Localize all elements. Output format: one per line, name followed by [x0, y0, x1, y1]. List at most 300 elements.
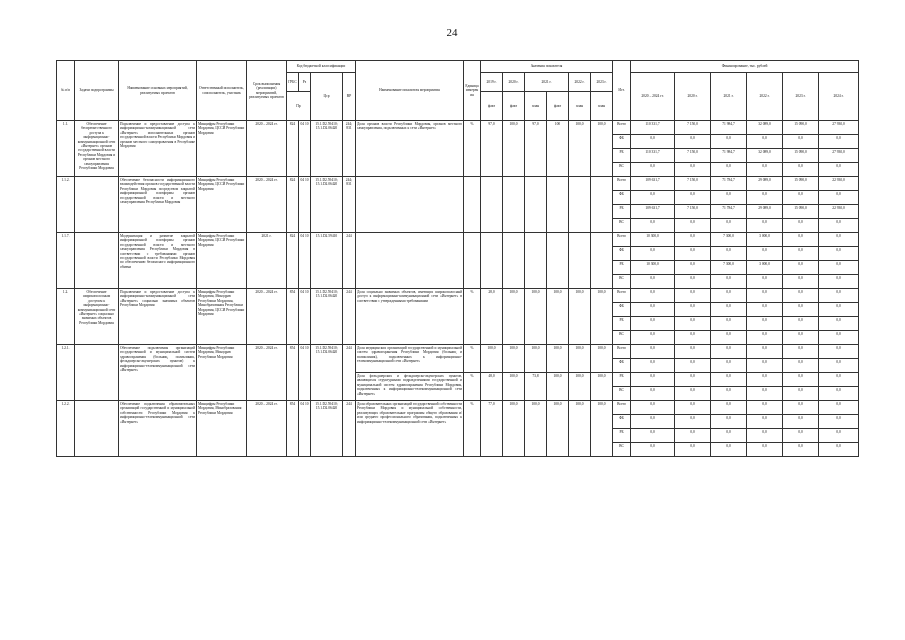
csr-code: 15.1.D2.59410; 15.1.D2.06420 — [311, 177, 343, 233]
page-number: 24 — [446, 27, 458, 39]
finance-source: ВС — [613, 331, 631, 345]
task-text: Обеспечение беспрепятственного доступа к информационно-коммуникационной сети «Интернет» органов государственной власти Республики Мордовия и органов местного самоуправления Республики Мордовия — [75, 121, 119, 177]
finance-value: 0,0 — [783, 135, 819, 149]
finance-value: 0,0 — [711, 135, 747, 149]
row-number: 1.1.7. — [57, 233, 75, 289]
finance-value: 0,0 — [675, 261, 711, 275]
responsible-text: Минцифры Республики Мордовия, Минздрав Республики Мордовия, Минобразования Республики Мордовия, ЦССИ Республики Мордовия — [197, 289, 247, 345]
finance-value: 0,0 — [631, 303, 675, 317]
finance-value: 0,0 — [783, 387, 819, 401]
finance-value: 15 090,0 — [783, 149, 819, 163]
finance-value: 0,0 — [783, 331, 819, 345]
header-unit: Единица измерения — [464, 61, 481, 121]
indicator-value: 100,0 — [569, 345, 591, 373]
header-year-2021: 2021 г. — [525, 73, 569, 92]
grbs-code: 854 — [287, 345, 299, 401]
finance-source: ФБ — [613, 359, 631, 373]
finance-value: 0,0 — [711, 289, 747, 303]
finance-value: 0,0 — [747, 247, 783, 261]
finance-value: 0,0 — [747, 359, 783, 373]
finance-value: 0,0 — [783, 303, 819, 317]
finance-source: РБ — [613, 149, 631, 163]
unit-empty — [464, 177, 481, 233]
finance-value: 0,0 — [747, 163, 783, 177]
measure-text: Обеспечение подключения организаций государственной и муниципальной систем здравоохранения (больниц, поликлиник, фельдшерско-акушерских пунктов) к информационно-телекоммуникационной сети «Интернет» — [119, 345, 197, 401]
finance-value: 0,0 — [819, 219, 859, 233]
indicator-value: 100,0 — [503, 345, 525, 373]
responsible-text: Минцифры Республики Мордовия, Минздрав Республики Мордовия — [197, 345, 247, 401]
finance-source: Всего — [613, 121, 631, 135]
finance-value: 0,0 — [631, 359, 675, 373]
finance-value: 0,0 — [675, 317, 711, 331]
finance-value: 71 784,7 — [711, 177, 747, 191]
finance-value: 0,0 — [819, 415, 859, 429]
indicator-value: 100,0 — [591, 401, 613, 457]
finance-value: 15 090,0 — [783, 177, 819, 191]
finance-value: 0,0 — [819, 303, 859, 317]
finance-value: 0,0 — [675, 373, 711, 387]
header-fin-total: 2020 – 2024 гг. — [631, 73, 675, 121]
finance-value: 29 089,0 — [747, 205, 783, 219]
indicator-value: 100,0 — [525, 345, 547, 373]
finance-value: 0,0 — [675, 289, 711, 303]
indicator-value-empty — [503, 233, 525, 289]
header-budget-group: Код бюджетной классификации — [287, 61, 356, 73]
finance-value: 22 930,0 — [819, 205, 859, 219]
indicator-value: 48,0 — [481, 373, 503, 401]
finance-value: 0,0 — [711, 443, 747, 457]
finance-value: 0,0 — [783, 359, 819, 373]
finance-value: 22 930,0 — [819, 177, 859, 191]
finance-value: 0,0 — [711, 163, 747, 177]
indicator-value: 100,0 — [591, 121, 613, 177]
finance-value: 0,0 — [819, 359, 859, 373]
grbs-code: 824 — [287, 121, 299, 177]
task-text — [75, 401, 119, 457]
finance-value: 15 090,0 — [783, 205, 819, 219]
finance-value: 0,0 — [819, 401, 859, 415]
vr-code: 244 — [343, 233, 356, 289]
indicator-value: 100,0 — [547, 289, 569, 345]
finance-value: 0,0 — [819, 373, 859, 387]
finance-source: ВС — [613, 275, 631, 289]
finance-value: 0,0 — [675, 415, 711, 429]
csr-code: 15.1.D2.59410; 15.1.D2.06420 — [311, 401, 343, 457]
indicator-value: 100,0 — [525, 401, 547, 457]
responsible-text: Минцифры Республики Мордовия, Минобразования Республики Мордовия — [197, 401, 247, 457]
rz-code: 04 10 — [299, 289, 311, 345]
indicator-value: 100,0 — [569, 121, 591, 177]
finance-value: 0,0 — [819, 233, 859, 247]
finance-value: 0,0 — [675, 387, 711, 401]
finance-value: 0,0 — [631, 191, 675, 205]
indicator-value-empty — [525, 177, 547, 233]
finance-value: 10 300,0 — [631, 233, 675, 247]
finance-value: 0,0 — [631, 387, 675, 401]
finance-value: 0,0 — [711, 429, 747, 443]
header-csr: Цср — [311, 73, 343, 121]
row-number: 1.2. — [57, 289, 75, 345]
indicator-empty — [356, 177, 464, 233]
finance-value: 7 150,0 — [675, 121, 711, 135]
finance-value: 109 631,7 — [631, 177, 675, 191]
finance-source: ВС — [613, 443, 631, 457]
row-number: 1.1. — [57, 121, 75, 177]
finance-value: 0,0 — [819, 345, 859, 359]
finance-value: 0,0 — [747, 289, 783, 303]
finance-value: 0,0 — [783, 429, 819, 443]
indicator-value: 100,0 — [591, 373, 613, 401]
indicator-empty — [356, 233, 464, 289]
finance-value: 0,0 — [631, 401, 675, 415]
measure-text: Модернизация и развитие закрытой информационной платформы органов государственной власти и местного самоуправления Республики Мордовия в соответствии с требованиями органов государственной власти Республики Мордовия по обеспечению безопасного информационного обмена — [119, 233, 197, 289]
finance-value: 0,0 — [819, 429, 859, 443]
finance-value: 0,0 — [783, 345, 819, 359]
header-task: Задачи подпрограммы — [75, 61, 119, 121]
table-row — [57, 345, 859, 359]
header-sub-1: факт — [503, 92, 525, 121]
finance-value: 0,0 — [675, 303, 711, 317]
program-table — [56, 60, 859, 457]
finance-value: 0,0 — [631, 345, 675, 359]
header-sub-5: план — [591, 92, 613, 121]
finance-value: 0,0 — [819, 261, 859, 275]
csr-code: 15.1.D2.59410; 15.1.D2.06420 — [311, 289, 343, 345]
finance-value: 0,0 — [747, 401, 783, 415]
indicator-value: 97,0 — [481, 121, 503, 177]
indicator-value-empty — [591, 233, 613, 289]
indicator-value: 100,0 — [503, 401, 525, 457]
finance-value: 0,0 — [631, 443, 675, 457]
finance-value: 0,0 — [675, 163, 711, 177]
finance-value: 0,0 — [747, 317, 783, 331]
finance-source: Всего — [613, 401, 631, 415]
finance-value: 0,0 — [783, 275, 819, 289]
finance-value: 0,0 — [747, 345, 783, 359]
program-table-wrapper — [56, 60, 850, 457]
finance-value: 0,0 — [747, 373, 783, 387]
header-fin-2020: 2020 г. — [675, 73, 711, 121]
header-rz: Рз — [299, 73, 311, 92]
indicator-value: 100,0 — [503, 121, 525, 177]
finance-value: 110 331,7 — [631, 149, 675, 163]
finance-value: 0,0 — [819, 191, 859, 205]
finance-value: 0,0 — [675, 275, 711, 289]
deadline-text: 2021 г. — [247, 233, 287, 289]
finance-value: 0,0 — [711, 345, 747, 359]
finance-value: 29 089,0 — [747, 177, 783, 191]
header-responsible: Ответственный исполнитель, соисполнитель, участник — [197, 61, 247, 121]
finance-value: 7 300,0 — [711, 233, 747, 247]
vr-code: 244; 831 — [343, 177, 356, 233]
finance-value: 0,0 — [819, 387, 859, 401]
finance-value: 0,0 — [631, 317, 675, 331]
finance-value: 32 089,0 — [747, 121, 783, 135]
finance-value: 0,0 — [711, 415, 747, 429]
finance-value: 0,0 — [783, 401, 819, 415]
finance-value: 0,0 — [711, 275, 747, 289]
indicator-name: Доля органов власти Республики Мордовия, органов местного самоуправления, подключенных к сети «Интернет» — [356, 121, 464, 177]
indicator-value: 100,0 — [569, 401, 591, 457]
header-fin-2021: 2021 г. — [711, 73, 747, 121]
finance-value: 0,0 — [675, 219, 711, 233]
finance-value: 71 784,7 — [711, 205, 747, 219]
finance-value: 0,0 — [747, 135, 783, 149]
finance-value: 110 331,7 — [631, 121, 675, 135]
finance-source: РБ — [613, 261, 631, 275]
finance-value: 0,0 — [711, 373, 747, 387]
finance-value: 0,0 — [747, 219, 783, 233]
finance-value: 0,0 — [747, 429, 783, 443]
unit-empty — [464, 233, 481, 289]
finance-value: 109 631,7 — [631, 205, 675, 219]
header-year-2019: 2019 г. — [481, 73, 503, 92]
finance-value: 0,0 — [631, 429, 675, 443]
header-sub-2: план — [525, 92, 547, 121]
header-indicator: Наименование показателя мероприятия — [356, 61, 464, 121]
finance-value: 0,0 — [631, 163, 675, 177]
responsible-text: Минцифры Республики Мордовия, ЦССИ Республики Мордовия — [197, 121, 247, 177]
finance-value: 0,0 — [819, 331, 859, 345]
rz-code: 04 10 — [299, 401, 311, 457]
header-fin-2022: 2022 г. — [747, 73, 783, 121]
finance-value: 0,0 — [675, 331, 711, 345]
finance-value: 0,0 — [747, 303, 783, 317]
header-num: № п/п — [57, 61, 75, 121]
finance-value: 0,0 — [675, 429, 711, 443]
indicator-name: Доля образовательных организаций государственной собственности Республики Мордовия и муниципальной собственности, реализующих образовательные программы общего образования и/или среднего профессионального образования, подключенных к информационно-телекоммуникационной сети «Интернет» — [356, 401, 464, 457]
finance-value: 0,0 — [783, 415, 819, 429]
rz-code: 04 10 — [299, 121, 311, 177]
row-number: 1.1.2. — [57, 177, 75, 233]
header-deadline: Срок выполнения (реализации) мероприятий, реализуемых проектов — [247, 61, 287, 121]
table-row — [57, 233, 859, 247]
indicator-unit: % — [464, 401, 481, 457]
finance-value: 7 150,0 — [675, 149, 711, 163]
finance-value: 71 984,7 — [711, 121, 747, 135]
indicator-value: 100,0 — [547, 373, 569, 401]
finance-source: РБ — [613, 373, 631, 387]
finance-value: 0,0 — [675, 233, 711, 247]
finance-value: 0,0 — [711, 247, 747, 261]
indicator-value: 100,0 — [569, 289, 591, 345]
indicator-value: 73,8 — [525, 373, 547, 401]
finance-source: Всего — [613, 177, 631, 191]
indicator-value-empty — [569, 233, 591, 289]
finance-value: 0,0 — [711, 331, 747, 345]
finance-source: ФБ — [613, 415, 631, 429]
indicator-value-empty — [547, 233, 569, 289]
finance-value: 15 090,0 — [783, 121, 819, 135]
indicator-value-empty — [481, 233, 503, 289]
indicator-name: Доля социально значимых объектов, имеющих широкополосный доступ к информационно-коммуникационной сети «Интернет» в соответствии с утвержденными требованиями — [356, 289, 464, 345]
table-body — [57, 121, 859, 457]
indicator-value: 100,0 — [525, 289, 547, 345]
header-vr: ВР — [343, 73, 356, 121]
deadline-text: 2020 – 2024 гг. — [247, 401, 287, 457]
indicator-value-empty — [481, 177, 503, 233]
finance-value: 0,0 — [675, 401, 711, 415]
finance-value: 7 150,0 — [675, 205, 711, 219]
finance-source: ФБ — [613, 135, 631, 149]
finance-source: Всего — [613, 289, 631, 303]
indicator-value-empty — [525, 233, 547, 289]
finance-value: 0,0 — [747, 191, 783, 205]
finance-value: 0,0 — [783, 219, 819, 233]
indicator-value: 100,0 — [503, 373, 525, 401]
rz-code: 04 10 — [299, 345, 311, 401]
indicator-value: 77,0 — [481, 401, 503, 457]
finance-value: 0,0 — [783, 289, 819, 303]
indicator-value: 100,0 — [569, 373, 591, 401]
finance-value: 0,0 — [819, 443, 859, 457]
csr-code: 15.1.D2.59410; 15.1.D2.06420 — [311, 345, 343, 401]
finance-value: 0,0 — [819, 317, 859, 331]
finance-value: 0,0 — [783, 233, 819, 247]
header-fin-2023: 2023 г. — [783, 73, 819, 121]
finance-value: 0,0 — [631, 415, 675, 429]
indicator-name: Доля медицинских организаций государственной и муниципальной систем здравоохранения Республики Мордовия (больниц и поликлиник), подключенных к информационно-телекоммуникационной сети «Интернет» — [356, 345, 464, 373]
header-finance-group: Финансирование, тыс. рублей — [631, 61, 859, 73]
finance-source: РБ — [613, 205, 631, 219]
indicator-unit: % — [464, 121, 481, 177]
table-row — [57, 121, 859, 135]
rz-code: 04 10 — [299, 233, 311, 289]
deadline-text: 2020 – 2024 гг. — [247, 121, 287, 177]
indicator-value: 100,0 — [547, 401, 569, 457]
indicator-value: 28,0 — [481, 289, 503, 345]
indicator-value: 100 — [547, 121, 569, 177]
finance-value: 0,0 — [783, 191, 819, 205]
header-year-2020: 2020 г. — [503, 73, 525, 92]
task-text — [75, 345, 119, 401]
finance-value: 0,0 — [819, 289, 859, 303]
header-source: Ист. — [613, 61, 631, 121]
finance-value: 0,0 — [783, 163, 819, 177]
finance-value: 0,0 — [747, 275, 783, 289]
rz-code: 04 10 — [299, 177, 311, 233]
finance-value: 0,0 — [819, 163, 859, 177]
finance-value: 0,0 — [819, 275, 859, 289]
table-row — [57, 401, 859, 415]
finance-value: 0,0 — [747, 443, 783, 457]
indicator-name: Доля фельдшерских и фельдшерско-акушерских пунктов, являющихся структурными подразделениями государственной и муниципальной систем здравоохранения Республики Мордовия, подключенных к информационно-телекоммуникационной сети «Интернет» — [356, 373, 464, 401]
indicator-value: 100,0 — [591, 345, 613, 373]
deadline-text: 2020 – 2024 гг. — [247, 289, 287, 345]
finance-value: 0,0 — [631, 135, 675, 149]
indicator-value: 100,0 — [503, 289, 525, 345]
finance-source: ФБ — [613, 303, 631, 317]
finance-value: 0,0 — [819, 247, 859, 261]
header-measure: Наименование основных мероприятий, реализуемых проектов — [119, 61, 197, 121]
measure-text: Обеспечение безопасности информационного взаимодействия органов государственной власти Республики Мордовия посредством закрытой информационной платформы органов государственной власти и местного самоуправления Республики Мордовия — [119, 177, 197, 233]
finance-value: 0,0 — [675, 247, 711, 261]
measure-text: Подключение и предоставление доступа к информационно-коммуникационной сети «Интернет» исполнительных органов государственной власти Республики Мордовия и органов местного самоуправления в Республике Мордовия — [119, 121, 197, 177]
task-text — [75, 177, 119, 233]
finance-value: 0,0 — [675, 443, 711, 457]
header-year-2023: 2023 г. — [591, 73, 613, 92]
finance-value: 0,0 — [675, 191, 711, 205]
responsible-text: Минцифры Республики Мордовия, ЦССИ Республики Мордовия — [197, 177, 247, 233]
finance-value: 0,0 — [783, 443, 819, 457]
finance-value: 0,0 — [747, 331, 783, 345]
table-row — [57, 289, 859, 303]
grbs-code: 824 — [287, 177, 299, 233]
indicator-value-empty — [591, 177, 613, 233]
finance-value: 0,0 — [675, 345, 711, 359]
finance-value: 0,0 — [711, 191, 747, 205]
finance-value: 0,0 — [711, 219, 747, 233]
finance-value: 0,0 — [783, 247, 819, 261]
finance-value: 0,0 — [711, 303, 747, 317]
finance-value: 71 984,7 — [711, 149, 747, 163]
finance-value: 10 300,0 — [631, 261, 675, 275]
indicator-value: 100,0 — [481, 345, 503, 373]
finance-value: 7 150,0 — [675, 177, 711, 191]
finance-value: 0,0 — [675, 135, 711, 149]
finance-source: РБ — [613, 429, 631, 443]
header-grbs: ГРБС — [287, 73, 299, 92]
csr-code: 15.1.D2.59410 — [311, 233, 343, 289]
vr-code: 244; 831 — [343, 121, 356, 177]
header-year-2022: 2022 г. — [569, 73, 591, 92]
finance-value: 7 300,0 — [711, 261, 747, 275]
finance-value: 0,0 — [631, 331, 675, 345]
finance-value: 0,0 — [631, 373, 675, 387]
vr-code: 244 — [343, 289, 356, 345]
vr-code: 244 — [343, 401, 356, 457]
deadline-text: 2020 – 2024 гг. — [247, 345, 287, 401]
finance-value: 0,0 — [783, 317, 819, 331]
header-indicator-values: Значения показателя — [481, 61, 613, 73]
task-text — [75, 233, 119, 289]
finance-value: 0,0 — [711, 359, 747, 373]
finance-source: Всего — [613, 345, 631, 359]
finance-source: РБ — [613, 317, 631, 331]
header-pr: Пр — [287, 92, 311, 121]
finance-source: ВС — [613, 163, 631, 177]
indicator-unit: % — [464, 345, 481, 373]
indicator-unit: % — [464, 289, 481, 345]
csr-code: 15.1.D2.59410; 15.1.D2.06420 — [311, 121, 343, 177]
indicator-value-empty — [547, 177, 569, 233]
task-text: Обеспечение широкополосным доступом к информационно-коммуникационной сети «Интернет» социально значимых объектов Республики Мордовия — [75, 289, 119, 345]
finance-source: ВС — [613, 387, 631, 401]
finance-value: 0,0 — [711, 401, 747, 415]
finance-value: 0,0 — [631, 289, 675, 303]
finance-source: ФБ — [613, 247, 631, 261]
finance-source: ФБ — [613, 191, 631, 205]
indicator-value: 100,0 — [547, 345, 569, 373]
grbs-code: 824 — [287, 233, 299, 289]
finance-value: 0,0 — [631, 275, 675, 289]
finance-value: 0,0 — [675, 359, 711, 373]
grbs-code: 854 — [287, 289, 299, 345]
finance-value: 0,0 — [711, 317, 747, 331]
vr-code: 244 — [343, 345, 356, 401]
header-sub-3: факт — [547, 92, 569, 121]
finance-value: 27 930,0 — [819, 149, 859, 163]
grbs-code: 854 — [287, 401, 299, 457]
header-sub-0: факт — [481, 92, 503, 121]
finance-source: Всего — [613, 233, 631, 247]
finance-value: 0,0 — [783, 261, 819, 275]
finance-value: 0,0 — [747, 387, 783, 401]
responsible-text: Минцифры Республики Мордовия, ЦССИ Республики Мордовия — [197, 233, 247, 289]
measure-text: Обеспечение подключения образовательных организаций государственной и муниципальной собственности Республики Мордовия к информационно-телекоммуникационной сети «Интернет» — [119, 401, 197, 457]
finance-value: 3 000,0 — [747, 233, 783, 247]
finance-value: 0,0 — [783, 373, 819, 387]
